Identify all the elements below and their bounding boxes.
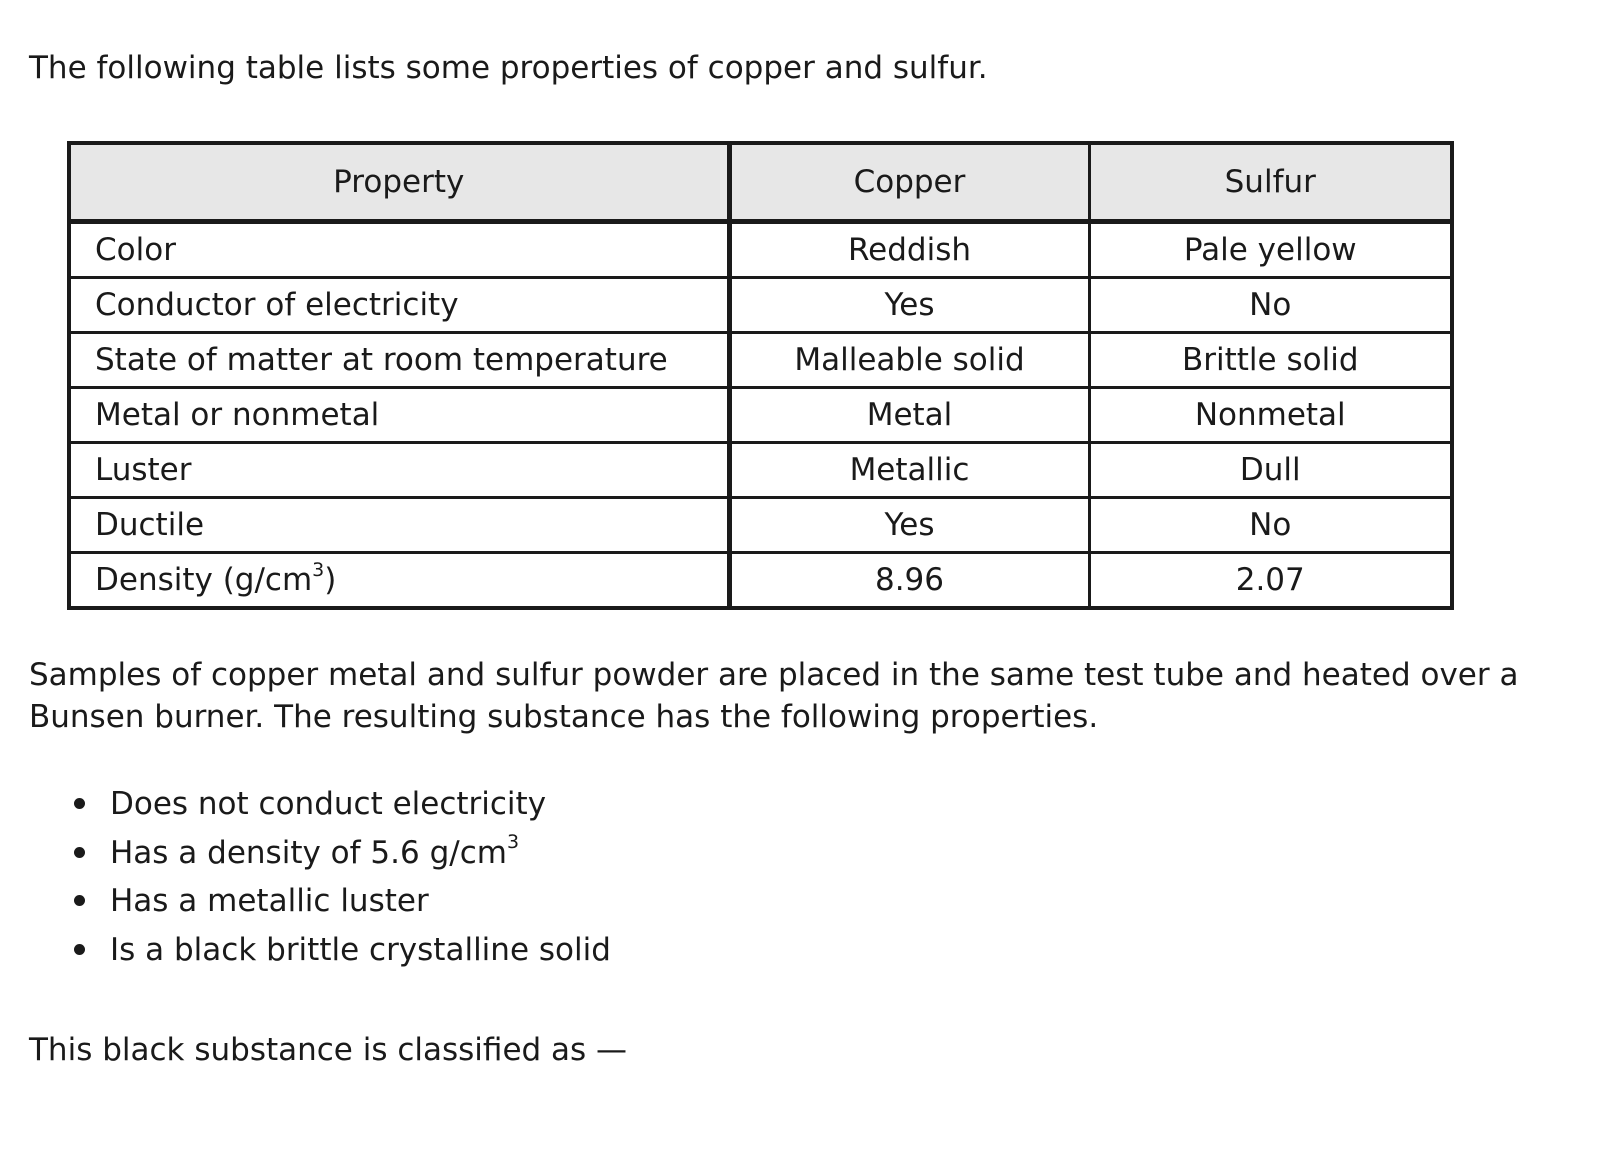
table-row [69,278,1452,333]
intro-text: The following table lists some properties of copper and sulfur. [29,50,988,86]
density-label-close: ) [324,562,337,598]
list-item-text: Is a black brittle crystalline solid [110,931,611,968]
list-item [70,879,611,928]
copper-cell: Yes [729,498,1089,553]
list-item [70,831,611,880]
sulfur-cell: Dull [1089,443,1452,498]
bullet-icon [74,798,85,809]
sulfur-cell: No [1089,498,1452,553]
copper-cell: Yes [729,278,1089,333]
property-cell: Conductor of electricity [69,278,729,333]
list-item [70,782,611,831]
sulfur-cell: 2.07 [1089,553,1452,609]
copper-cell: Metallic [729,443,1089,498]
bullet-icon [74,944,85,955]
table-row [69,443,1452,498]
copper-cell: 8.96 [729,553,1089,609]
list-item-text: Has a density of 5.6 g/cm [110,834,507,871]
copper-cell: Reddish [729,222,1089,278]
header-copper: Copper [729,143,1089,222]
table-header-row [69,143,1452,222]
sulfur-cell: Nonmetal [1089,388,1452,443]
list-item [70,928,611,977]
table-row [69,498,1452,553]
property-cell: Color [69,222,729,278]
description-text: Samples of copper metal and sulfur powder are placed in the same test tube and heated over a Bunsen burner. The resulting substance has the following properties. [29,657,1519,735]
table-row [69,222,1452,278]
density-label-exponent: 3 [312,558,325,581]
header-sulfur: Sulfur [1089,143,1452,222]
sulfur-cell: Brittle solid [1089,333,1452,388]
question-stem: This black substance is classified as — [29,1032,628,1068]
copper-cell: Malleable solid [729,333,1089,388]
density-label: Density (g/cm [95,562,313,598]
table-row [69,333,1452,388]
property-cell: Metal or nonmetal [69,388,729,443]
sulfur-cell: No [1089,278,1452,333]
table-row [69,388,1452,443]
property-cell: Ductile [69,498,729,553]
sulfur-cell: Pale yellow [1089,222,1452,278]
density-exponent: 3 [506,831,520,854]
bullet-icon [74,895,85,906]
property-cell [69,553,729,609]
property-cell: Luster [69,443,729,498]
copper-cell: Metal [729,388,1089,443]
properties-list [70,782,611,976]
list-item-text: Has a metallic luster [110,883,429,919]
header-property: Property [69,143,729,222]
table-row-density [69,553,1452,609]
list-item-text: Does not conduct electricity [110,786,547,822]
properties-table [67,141,1454,610]
property-cell: State of matter at room temperature [69,333,729,388]
bullet-icon [74,847,85,858]
